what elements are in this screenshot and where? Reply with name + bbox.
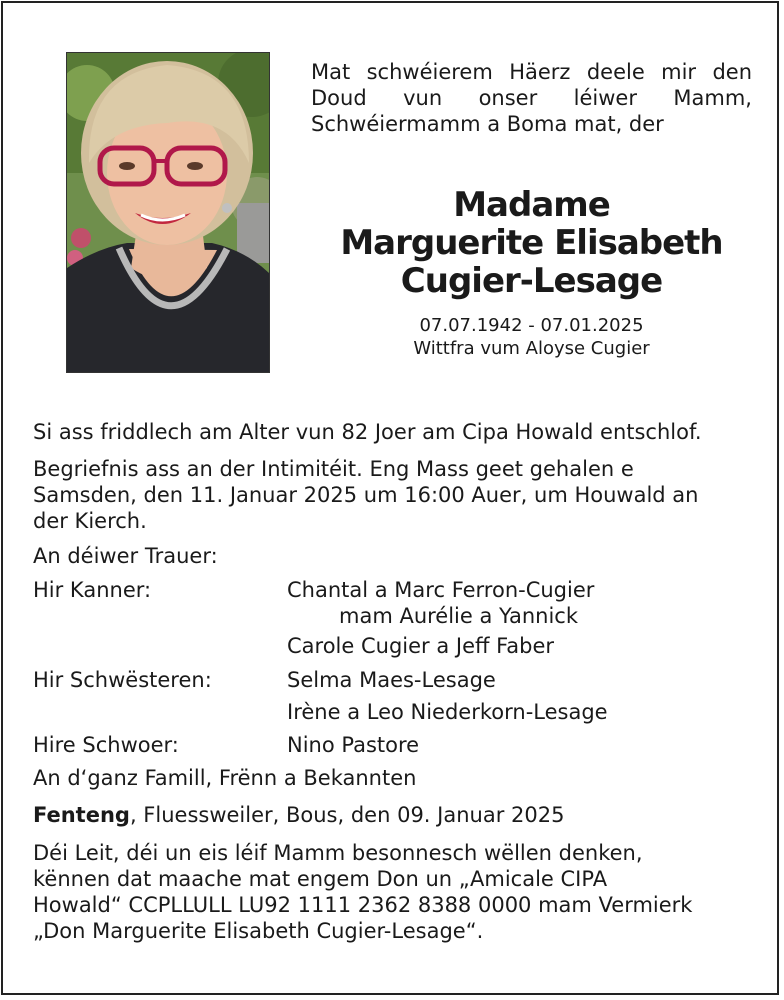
- donation-line-4: „Don Marguerite Elisabeth Cugier-Lesage“.: [33, 919, 484, 943]
- death-sentence: Si ass friddlech am Alter vun 82 Joer am Cipa Howald entschlof.: [33, 420, 702, 444]
- place-rest: , Fluessweiler, Bous, den 09. Januar 2025: [129, 803, 565, 827]
- brother-in-law-label: Hire Schwoer:: [33, 733, 179, 757]
- widow-of: Wittfra vum Aloyse Cugier: [413, 338, 650, 359]
- portrait-photo: [66, 52, 270, 373]
- intro-word: Mamm,: [673, 86, 752, 110]
- intro-word: onser: [478, 86, 538, 110]
- sister-2: Irène a Leo Niederkorn-Lesage: [287, 700, 608, 724]
- funeral-line-3: der Kierch.: [33, 509, 147, 533]
- grandchildren: mam Aurélie a Yannick: [339, 604, 578, 628]
- children-label: Hir Kanner:: [33, 578, 152, 602]
- mourning-intro: An déiwer Trauer:: [33, 544, 218, 568]
- funeral-line-1: Begriefnis ass an der Intimitéit. Eng Mass geet gehalen e: [33, 457, 634, 481]
- children-1: Chantal a Marc Ferron-Cugier: [287, 578, 595, 602]
- sisters-label: Hir Schwësteren:: [33, 668, 212, 692]
- brother-in-law: Nino Pastore: [287, 733, 420, 757]
- deceased-surname: Cugier-Lesage: [400, 261, 663, 301]
- donation-line-1: Déi Leit, déi un eis léif Mamm besonnesch wëllen denken,: [33, 841, 643, 865]
- honorific: Madame: [453, 185, 610, 225]
- intro-line-2: [311, 85, 752, 111]
- funeral-line-2: Samsden, den 11. Januar 2025 um 16:00 Auer, um Houwald an: [33, 483, 699, 507]
- deceased-given-names: Marguerite Elisabeth: [340, 223, 723, 263]
- place-town: Fenteng: [33, 803, 130, 827]
- intro-word: léiwer: [573, 86, 637, 110]
- place-date-line: [33, 802, 564, 828]
- family-line: An d‘ganz Famill, Frënn a Bekannten: [33, 766, 417, 790]
- deceased-name-block: [311, 186, 752, 360]
- children-2: Carole Cugier a Jeff Faber: [287, 634, 555, 658]
- donation-line-2: kënnen dat maache mat engem Don un „Amicale CIPA: [33, 867, 608, 891]
- sister-1: Selma Maes-Lesage: [287, 668, 496, 692]
- donation-line-3: Howald“ CCPLLULL LU92 1111 2362 8388 0000 mam Vermierk: [33, 893, 693, 917]
- intro-word: Doud: [311, 86, 367, 110]
- intro-line-1: Mat schwéierem Häerz deele mir den: [311, 60, 752, 84]
- intro-paragraph: [311, 59, 752, 137]
- intro-line-3: Schwéiermamm a Boma mat, der: [311, 112, 664, 136]
- life-dates: 07.07.1942 - 07.01.2025: [419, 315, 644, 336]
- intro-word: vun: [403, 86, 443, 110]
- portrait-illustration: [67, 53, 270, 373]
